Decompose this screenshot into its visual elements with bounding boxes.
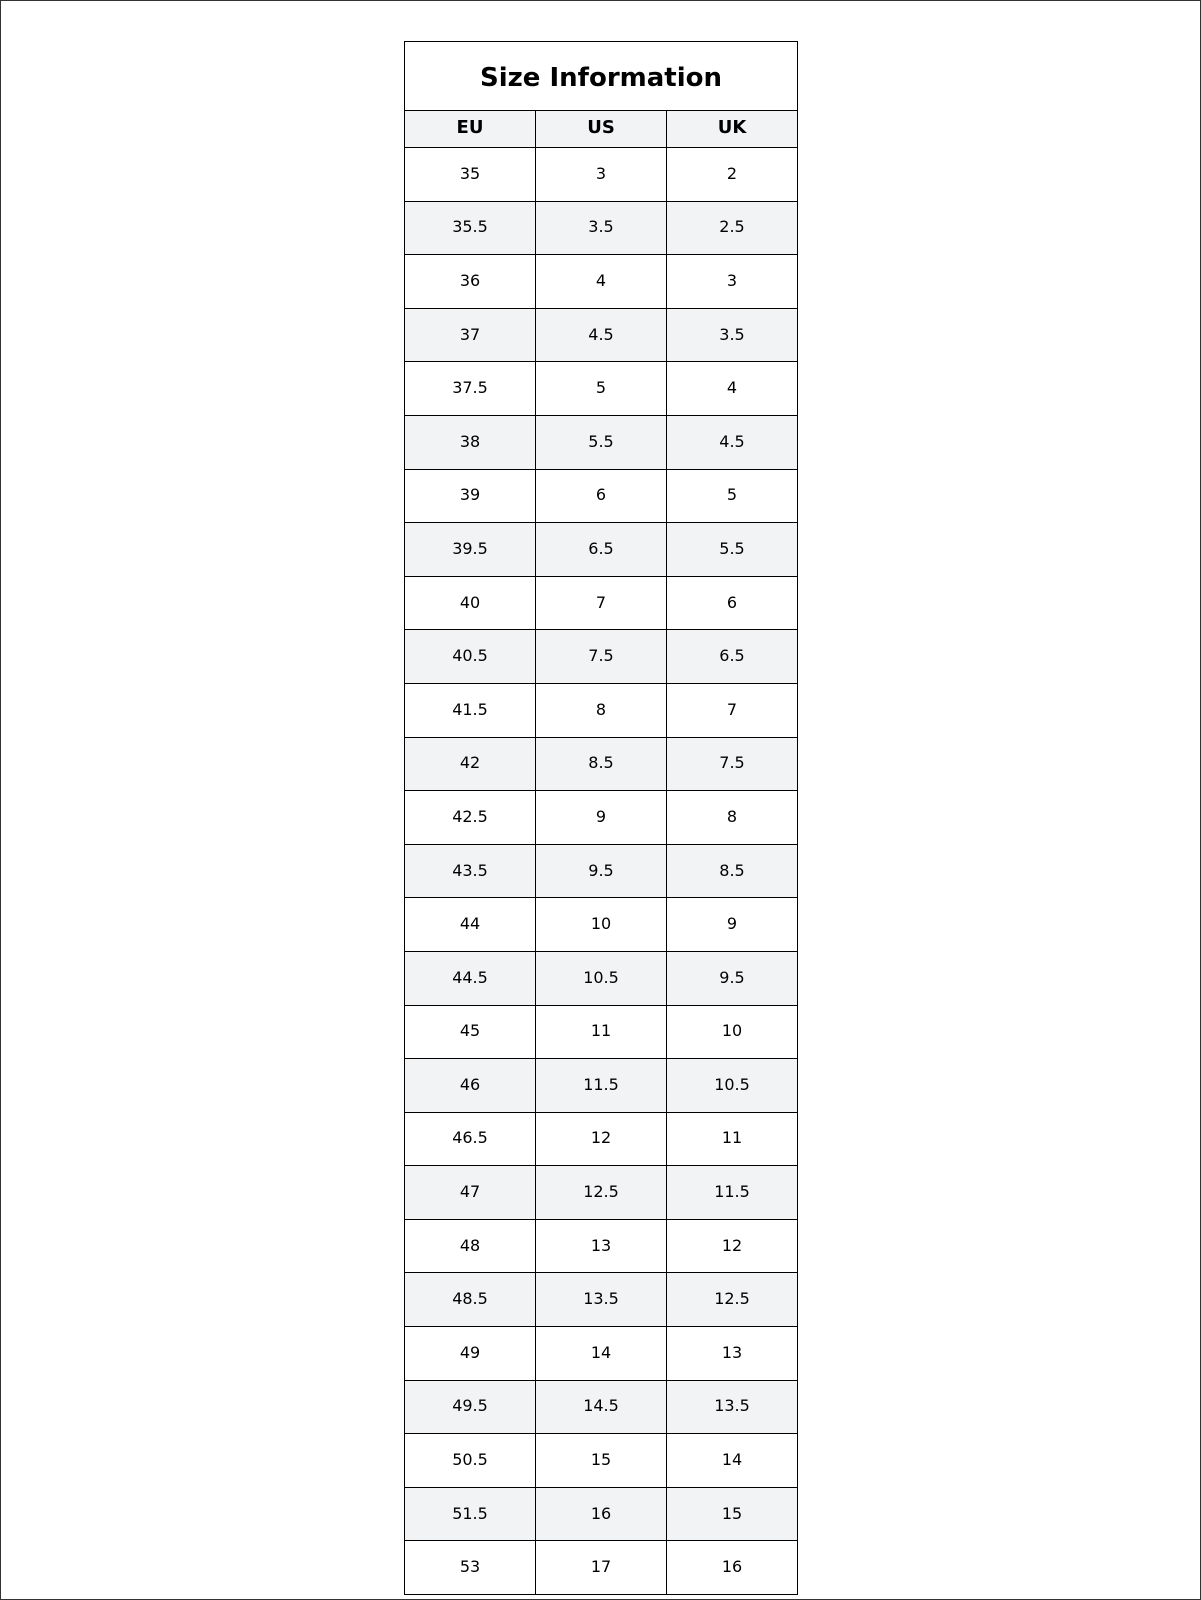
size-cell-uk: 8 — [667, 791, 798, 845]
table-row — [405, 1541, 798, 1595]
size-cell-uk: 10.5 — [667, 1059, 798, 1113]
table-row — [405, 791, 798, 845]
table-row — [405, 148, 798, 202]
size-cell-uk: 7 — [667, 683, 798, 737]
size-cell-us: 7.5 — [536, 630, 667, 684]
size-cell-eu: 50.5 — [405, 1434, 536, 1488]
size-cell-us: 12 — [536, 1112, 667, 1166]
size-cell-uk: 6 — [667, 576, 798, 630]
size-cell-us: 10 — [536, 898, 667, 952]
size-cell-us: 4 — [536, 255, 667, 309]
size-cell-eu: 42 — [405, 737, 536, 791]
size-cell-eu: 49 — [405, 1327, 536, 1381]
size-cell-uk: 6.5 — [667, 630, 798, 684]
size-cell-eu: 46 — [405, 1059, 536, 1113]
size-cell-eu: 35.5 — [405, 201, 536, 255]
table-row — [405, 1166, 798, 1220]
size-cell-us: 5 — [536, 362, 667, 416]
size-cell-us: 10.5 — [536, 951, 667, 1005]
size-cell-us: 14 — [536, 1327, 667, 1381]
size-cell-uk: 13.5 — [667, 1380, 798, 1434]
size-cell-eu: 44.5 — [405, 951, 536, 1005]
size-cell-uk: 4.5 — [667, 415, 798, 469]
size-cell-uk: 8.5 — [667, 844, 798, 898]
size-cell-uk: 15 — [667, 1487, 798, 1541]
size-cell-uk: 16 — [667, 1541, 798, 1595]
table-row — [405, 683, 798, 737]
size-cell-uk: 14 — [667, 1434, 798, 1488]
table-row — [405, 1327, 798, 1381]
size-cell-us: 11.5 — [536, 1059, 667, 1113]
size-cell-us: 8 — [536, 683, 667, 737]
table-row — [405, 1380, 798, 1434]
size-cell-eu: 48 — [405, 1219, 536, 1273]
size-cell-us: 3 — [536, 148, 667, 202]
size-cell-eu: 37.5 — [405, 362, 536, 416]
table-row — [405, 1112, 798, 1166]
size-cell-us: 13.5 — [536, 1273, 667, 1327]
table-row — [405, 1059, 798, 1113]
size-cell-us: 6.5 — [536, 523, 667, 577]
size-cell-uk: 2 — [667, 148, 798, 202]
size-cell-uk: 2.5 — [667, 201, 798, 255]
column-header-row — [405, 111, 798, 148]
table-row — [405, 1005, 798, 1059]
size-cell-uk: 3 — [667, 255, 798, 309]
size-cell-eu: 37 — [405, 308, 536, 362]
table-row — [405, 1219, 798, 1273]
size-cell-us: 3.5 — [536, 201, 667, 255]
size-cell-eu: 39.5 — [405, 523, 536, 577]
size-cell-us: 11 — [536, 1005, 667, 1059]
size-cell-us: 4.5 — [536, 308, 667, 362]
size-cell-eu: 43.5 — [405, 844, 536, 898]
size-cell-uk: 12.5 — [667, 1273, 798, 1327]
size-cell-eu: 51.5 — [405, 1487, 536, 1541]
size-cell-us: 9.5 — [536, 844, 667, 898]
size-cell-uk: 5 — [667, 469, 798, 523]
size-cell-eu: 44 — [405, 898, 536, 952]
table-row — [405, 737, 798, 791]
table-title: Size Information — [405, 42, 798, 111]
size-cell-uk: 10 — [667, 1005, 798, 1059]
title-row — [405, 42, 798, 111]
size-cell-uk: 7.5 — [667, 737, 798, 791]
size-cell-us: 15 — [536, 1434, 667, 1488]
size-rows — [405, 148, 798, 1595]
size-cell-uk: 3.5 — [667, 308, 798, 362]
size-cell-eu: 42.5 — [405, 791, 536, 845]
size-cell-us: 9 — [536, 791, 667, 845]
column-header-eu: EU — [405, 111, 536, 148]
table-row — [405, 951, 798, 1005]
size-cell-eu: 53 — [405, 1541, 536, 1595]
size-cell-eu: 46.5 — [405, 1112, 536, 1166]
column-header-uk: UK — [667, 111, 798, 148]
size-cell-eu: 40 — [405, 576, 536, 630]
size-cell-uk: 11 — [667, 1112, 798, 1166]
size-cell-eu: 49.5 — [405, 1380, 536, 1434]
size-cell-uk: 4 — [667, 362, 798, 416]
table-row — [405, 844, 798, 898]
size-cell-eu: 47 — [405, 1166, 536, 1220]
table-row — [405, 576, 798, 630]
table-row — [405, 523, 798, 577]
table-row — [405, 308, 798, 362]
size-cell-uk: 13 — [667, 1327, 798, 1381]
size-cell-eu: 35 — [405, 148, 536, 202]
table-row — [405, 1487, 798, 1541]
size-cell-us: 6 — [536, 469, 667, 523]
size-cell-eu: 45 — [405, 1005, 536, 1059]
size-cell-us: 13 — [536, 1219, 667, 1273]
table-row — [405, 415, 798, 469]
size-cell-eu: 48.5 — [405, 1273, 536, 1327]
table-row — [405, 362, 798, 416]
table-row — [405, 201, 798, 255]
table-row — [405, 898, 798, 952]
size-cell-us: 17 — [536, 1541, 667, 1595]
size-cell-uk: 9.5 — [667, 951, 798, 1005]
size-cell-uk: 11.5 — [667, 1166, 798, 1220]
size-cell-us: 7 — [536, 576, 667, 630]
size-cell-uk: 9 — [667, 898, 798, 952]
size-cell-uk: 12 — [667, 1219, 798, 1273]
size-cell-us: 12.5 — [536, 1166, 667, 1220]
table-row — [405, 630, 798, 684]
size-chart-table — [404, 41, 798, 1595]
size-cell-eu: 41.5 — [405, 683, 536, 737]
size-cell-uk: 5.5 — [667, 523, 798, 577]
table-row — [405, 255, 798, 309]
table-row — [405, 469, 798, 523]
size-cell-eu: 36 — [405, 255, 536, 309]
column-header-us: US — [536, 111, 667, 148]
size-cell-us: 8.5 — [536, 737, 667, 791]
size-cell-eu: 38 — [405, 415, 536, 469]
size-cell-eu: 39 — [405, 469, 536, 523]
size-cell-us: 16 — [536, 1487, 667, 1541]
size-cell-eu: 40.5 — [405, 630, 536, 684]
table-row — [405, 1273, 798, 1327]
size-cell-us: 14.5 — [536, 1380, 667, 1434]
table-row — [405, 1434, 798, 1488]
size-cell-us: 5.5 — [536, 415, 667, 469]
